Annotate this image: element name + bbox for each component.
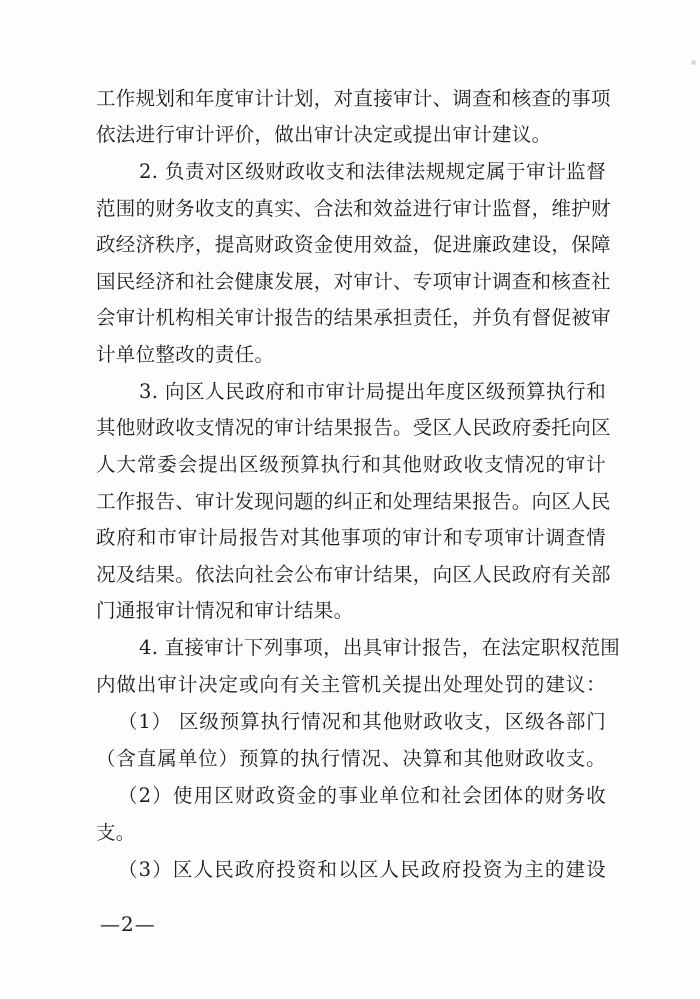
text-line-12: 工作报告、审计发现问题的纠正和处理结果报告。向区人民 [96,490,611,513]
text-line-22: （3）区人民政府投资和以区人民政府投资为主的建设 [118,858,606,881]
text-line-1: 工作规划和年度审计计划，对直接审计、调查和核查的事项 [96,87,611,110]
text-line-21: 支。 [96,821,136,844]
text-line-17: 内做出审计决定或向有关主管机关提出处理处罚的建议： [96,673,606,696]
text-line-19: （含直属单位）预算的执行情况、决算和其他财政收支。 [96,747,606,770]
page-number: —2— [100,912,156,936]
text-line-2: 依法进行审计评价，做出审计决定或提出审计建议。 [96,123,552,146]
scan-mark [691,60,696,65]
text-line-6: 国民经济和社会健康发展，对审计、专项审计调查和核查社 [96,270,611,293]
text-line-18: （1） 区级预算执行情况和其他财政收支，区级各部门 [118,710,606,733]
text-line-13: 政府和市审计局报告对其他事项的审计和专项审计调查情 [96,526,606,549]
text-line-9: 3. 向区人民政府和市审计局提出年度区级预算执行和 [139,380,606,403]
text-line-10: 其他财政收支情况的审计结果报告。受区人民政府委托向区 [96,416,611,439]
text-line-20: （2）使用区财政资金的事业单位和社会团体的财务收 [118,784,606,807]
text-line-4: 范围的财务收支的真实、合法和效益进行审计监督，维护财 [96,197,611,220]
text-line-15: 门通报审计情况和审计结果。 [96,599,354,622]
text-line-3: 2. 负责对区级财政收支和法律法规规定属于审计监督 [139,160,606,183]
text-line-5: 政经济秩序，提高财政资金使用效益，促进廉政建设，保障 [96,233,611,256]
text-line-16: 4. 直接审计下列事项，出具审计报告，在法定职权范围 [139,636,621,659]
text-line-11: 人大常委会提出区级预算执行和其他财政收支情况的审计 [96,453,606,476]
text-line-8: 计单位整改的责任。 [96,343,275,366]
text-line-7: 会审计机构相关审计报告的结果承担责任，并负有督促被审 [96,306,611,329]
text-line-14: 况及结果。依法向社会公布审计结果，向区人民政府有关部 [96,563,611,586]
